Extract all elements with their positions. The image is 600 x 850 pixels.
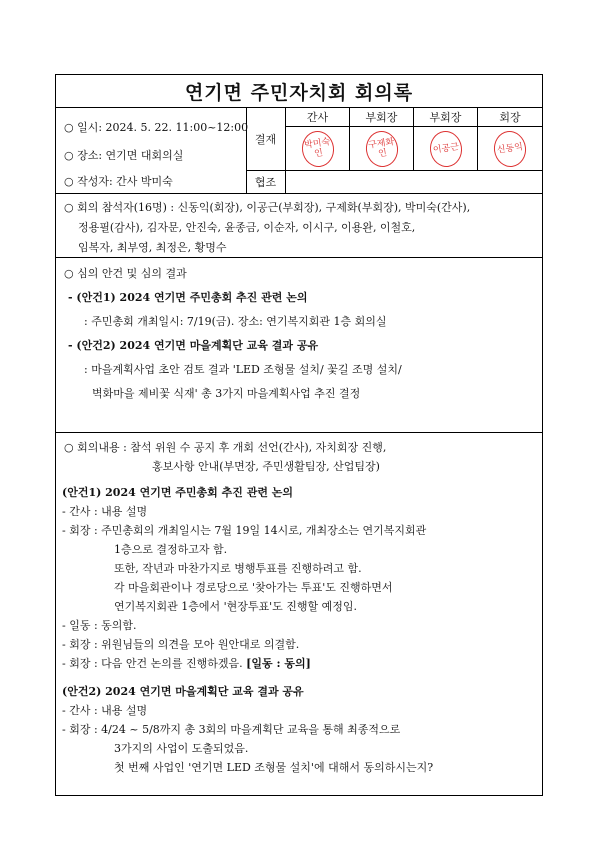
signature-cell-chair <box>478 127 542 171</box>
attendees-line-2: 정용필(감사), 김자문, 안진숙, 윤종금, 이순자, 이시구, 이용완, 이철호, <box>78 221 416 234</box>
role-vice-chair-1: 부회장 <box>350 107 414 127</box>
approval-table <box>246 107 542 193</box>
seal-stamp-icon: 신동익 <box>492 128 529 168</box>
minutes-line: - 회장 : 4/24 ~ 5/8까지 총 3회의 마을계획단 교육을 통해 최종적으로 <box>62 723 401 736</box>
minutes-line: 1층으로 결정하고자 함. <box>114 543 228 556</box>
agenda-item-2-title: - (안건2) 2024 연기면 마을계획단 교육 결과 공유 <box>68 339 319 352</box>
meeting-info <box>56 107 247 193</box>
role-secretary: 간사 <box>286 107 350 127</box>
attendees-line-3: 임복자, 최부영, 최정은, 황명수 <box>78 241 227 254</box>
meeting-date: ○ 일시: 2024. 5. 22. 11:00~12:00 <box>64 121 249 134</box>
minutes-agenda-1-title: (안건1) 2024 연기면 주민총회 추진 관련 논의 <box>62 486 294 499</box>
signature-cell-vice-chair-2 <box>414 127 478 171</box>
attendees-line-1: ○ 회의 참석자(16명) : 신동익(회장), 이공근(부회장), 구제화(부회장), 박미숙(간사), <box>64 201 471 214</box>
seal-stamp-icon: 박미숙인 <box>299 128 336 168</box>
header-section <box>56 107 542 194</box>
attendees-section <box>56 193 542 258</box>
agenda-item-2-detail-1: : 마을계획사업 초안 검토 결과 'LED 조형물 설치/ 꽃길 조명 설치/ <box>84 363 402 376</box>
minutes-line: - 간사 : 내용 설명 <box>62 704 148 717</box>
minutes-line: 각 마을회관이나 경로당으로 '찾아가는 투표'도 진행하면서 <box>114 581 393 594</box>
minutes-text: - 회장 : 다음 안건 논의를 진행하겠음. <box>62 657 243 670</box>
document-title: 연기면 주민자치회 회의록 <box>56 75 542 108</box>
minutes-line: - 회장 : 위원님들의 의견을 모아 원안대로 의결함. <box>62 638 300 651</box>
role-vice-chair-2: 부회장 <box>414 107 478 127</box>
cooperation-label: 협조 <box>246 171 286 193</box>
agenda-item-2-detail-2: 벽화마을 제비꽃 식재' 총 3가지 마을계획사업 추진 결정 <box>92 387 361 400</box>
minutes-document <box>55 74 543 796</box>
seal-stamp-icon: 이공근 <box>427 128 464 168</box>
minutes-line: 연기복지회관 1층에서 '현장투표'도 진행할 예정임. <box>114 600 358 613</box>
minutes-line <box>62 655 311 671</box>
role-chair: 회장 <box>478 107 542 127</box>
signature-cell-vice-chair-1 <box>350 127 414 171</box>
minutes-section <box>56 432 542 795</box>
minutes-line: - 간사 : 내용 설명 <box>62 505 148 518</box>
minutes-line: 3가지의 사업이 도출되었음. <box>114 742 249 755</box>
minutes-agenda-2-title: (안건2) 2024 연기면 마을계획단 교육 결과 공유 <box>62 685 304 698</box>
agenda-item-1-detail: : 주민총회 개최일시: 7/19(금). 장소: 연기복지회관 1층 회의실 <box>84 315 387 328</box>
consensus-mark: [일동 : 동의] <box>246 657 311 670</box>
agenda-heading: ○ 심의 안건 및 심의 결과 <box>64 267 187 280</box>
minutes-line: 또한, 작년과 마찬가지로 병행투표를 진행하려고 함. <box>114 562 362 575</box>
minutes-intro-1: ○ 회의내용 : 참석 위원 수 공지 후 개회 선언(간사), 자치회장 진행, <box>64 441 387 454</box>
approval-label: 결재 <box>246 107 286 171</box>
meeting-writer: ○ 작성자: 간사 박미숙 <box>64 175 173 188</box>
meeting-place: ○ 장소: 연기면 대회의실 <box>64 149 184 162</box>
minutes-line: - 일동 : 동의함. <box>62 619 137 632</box>
minutes-intro-2: 홍보사항 안내(부면장, 주민생활팀장, 산업팀장) <box>152 460 380 473</box>
agenda-section <box>56 257 542 433</box>
cooperation-cell <box>286 171 542 193</box>
signature-cell-secretary <box>286 127 350 171</box>
minutes-line: - 회장 : 주민총회의 개최일시는 7월 19일 14시로, 개최장소는 연기복지회관 <box>62 524 427 537</box>
agenda-item-1-title: - (안건1) 2024 연기면 주민총회 추진 관련 논의 <box>68 291 308 304</box>
seal-stamp-icon: 구제화인 <box>363 128 400 168</box>
minutes-line: 첫 번째 사업인 '연기면 LED 조형물 설치'에 대해서 동의하시는지? <box>114 761 434 774</box>
